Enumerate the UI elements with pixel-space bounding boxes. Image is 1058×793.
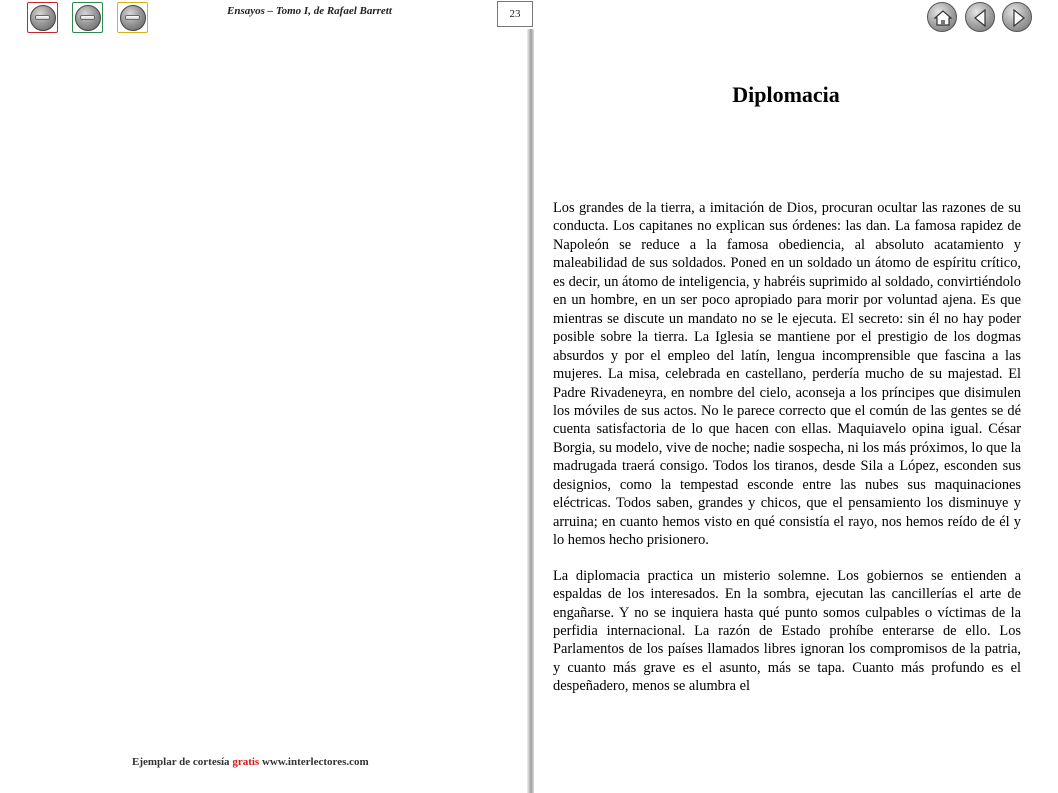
- book-spine: [527, 29, 534, 793]
- footer: [132, 756, 369, 768]
- minus-icon: [30, 5, 56, 31]
- home-button[interactable]: [927, 2, 957, 32]
- minimize-button-red[interactable]: [27, 2, 58, 33]
- next-page-button[interactable]: [1002, 2, 1032, 32]
- paragraph: Los grandes de la tierra, a imitación de Dios, procuran ocultar las razones de su conducta. Los capitanes no explican sus órdenes: las dan. La famosa rapidez de Napoleón se reduce a la famosa obediencia, al absoluto acatamiento y maleabilidad de sus soldados. Poned en un soldado un átomo de espíritu crítico, es decir, un átomo de inteligencia, y habréis suprimido al soldado, convirtiéndolo en un hombre, en un ser poco apropiado para morir por voluntad ajena. Es que mientras se discute un mandato no se le ejecuta. El secreto: sin él no hay poder posible sobre la tierra. La Iglesia se mantiene por el prestigio de los dogmas absurdos y por el empleo del latín, lengua incomprensible que fascina a las mujeres. La misa, celebrada en castellano, perdería mucho de su majestad. El Padre Rivadeneyra, en nombre del cielo, aconseja a los príncipes que disimulen los móviles de sus actos. No le parece correcto que el común de las gentes se dé cuenta satisfactoria de lo que hacen con ellas. Maquiavelo opina igual. César Borgia, su modelo, vive de noche; nadie sospecha, ni los más próximos, lo que la madrugada traerá consigo. Todos los tiranos, desde Sila a López, esconden sus designios, como la tempestad esconde entre las nubes sus maquinaciones eléctricas. Todos saben, grandes y chicos, que el pensamiento los disminuye y arruina; en cuanto hemos visto en qué consistía el rayo, nos hemos reído de él y lo hemos hecho prisionero.: [553, 200, 1021, 549]
- next-arrow-icon: [1003, 3, 1033, 33]
- footer-gratis: gratis: [232, 756, 260, 768]
- minus-icon: [120, 5, 146, 31]
- footer-prefix: Ejemplar de cortesía: [132, 756, 230, 768]
- chapter-body: [553, 199, 1021, 739]
- minimize-button-green[interactable]: [72, 2, 103, 33]
- book-title: Ensayos – Tomo I, de Rafael Barrett: [227, 5, 392, 17]
- minimize-button-yellow[interactable]: [117, 2, 148, 33]
- previous-page-button[interactable]: [965, 2, 995, 32]
- minus-icon: [75, 5, 101, 31]
- footer-url[interactable]: www.interlectores.com: [261, 756, 369, 768]
- prev-arrow-icon: [966, 3, 996, 33]
- page-number: 23: [497, 1, 533, 27]
- chapter-title: Diplomacia: [732, 82, 840, 107]
- home-icon: [928, 3, 958, 33]
- paragraph: La diplomacia practica un misterio solemne. Los gobiernos se entienden a espaldas de los interesados. En la sombra, ejecutan las cancillerías el arte de engañarse. Y no se inquiera hasta qué punto somos culpables o víctimas de la perfidia internacional. La razón de Estado prohíbe enterarse de ello. Los Parlamentos de los países llamados libres ignoran los compromisos de la patria, y cuanto más grave es el asunto, más se tapa. Cuanto más profundo es el despeñadero, menos se alumbra el: [553, 567, 1021, 695]
